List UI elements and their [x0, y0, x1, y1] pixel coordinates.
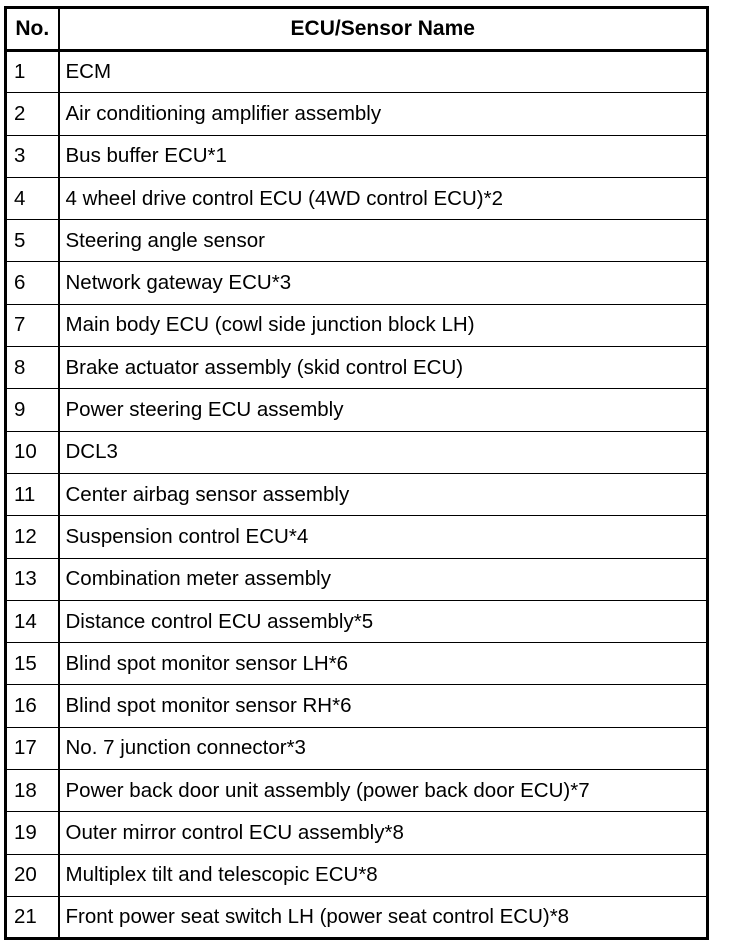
row-number: 3 [6, 135, 59, 177]
header-ecu-sensor-name: ECU/Sensor Name [59, 8, 708, 51]
table-row [6, 262, 708, 304]
row-number: 8 [6, 347, 59, 389]
table-row [6, 347, 708, 389]
row-number: 14 [6, 600, 59, 642]
table-row [6, 558, 708, 600]
row-number: 13 [6, 558, 59, 600]
ecu-sensor-name: Blind spot monitor sensor RH*6 [59, 685, 708, 727]
ecu-sensor-name: DCL3 [59, 431, 708, 473]
row-number: 11 [6, 473, 59, 515]
table-row [6, 854, 708, 896]
ecu-sensor-name: Network gateway ECU*3 [59, 262, 708, 304]
ecu-sensor-name: 4 wheel drive control ECU (4WD control ECU)*2 [59, 177, 708, 219]
table-row [6, 685, 708, 727]
row-number: 17 [6, 727, 59, 769]
ecu-sensor-name: Power back door unit assembly (power back door ECU)*7 [59, 770, 708, 812]
table-row [6, 516, 708, 558]
table-body [6, 51, 708, 939]
ecu-sensor-name: No. 7 junction connector*3 [59, 727, 708, 769]
row-number: 16 [6, 685, 59, 727]
ecu-sensor-name: Main body ECU (cowl side junction block LH) [59, 304, 708, 346]
ecu-sensor-name: Air conditioning amplifier assembly [59, 93, 708, 135]
row-number: 6 [6, 262, 59, 304]
ecu-sensor-name: Outer mirror control ECU assembly*8 [59, 812, 708, 854]
ecu-sensor-name: Brake actuator assembly (skid control ECU) [59, 347, 708, 389]
ecu-sensor-name: Power steering ECU assembly [59, 389, 708, 431]
row-number: 20 [6, 854, 59, 896]
row-number: 12 [6, 516, 59, 558]
table-row [6, 600, 708, 642]
ecu-sensor-name: Center airbag sensor assembly [59, 473, 708, 515]
ecu-sensor-name: Distance control ECU assembly*5 [59, 600, 708, 642]
ecu-sensor-name: Steering angle sensor [59, 220, 708, 262]
ecu-sensor-name: ECM [59, 51, 708, 93]
row-number: 21 [6, 896, 59, 938]
ecu-sensor-name: Blind spot monitor sensor LH*6 [59, 643, 708, 685]
row-number: 10 [6, 431, 59, 473]
ecu-sensor-name: Suspension control ECU*4 [59, 516, 708, 558]
table-row [6, 135, 708, 177]
header-no: No. [6, 8, 59, 51]
table-row [6, 727, 708, 769]
row-number: 4 [6, 177, 59, 219]
row-number: 2 [6, 93, 59, 135]
table-row [6, 220, 708, 262]
row-number: 19 [6, 812, 59, 854]
table-row [6, 304, 708, 346]
ecu-sensor-name: Bus buffer ECU*1 [59, 135, 708, 177]
table-row [6, 643, 708, 685]
ecu-sensor-table [4, 6, 709, 940]
table-row [6, 51, 708, 93]
row-number: 7 [6, 304, 59, 346]
ecu-sensor-name: Combination meter assembly [59, 558, 708, 600]
ecu-sensor-name: Front power seat switch LH (power seat control ECU)*8 [59, 896, 708, 938]
table-row [6, 896, 708, 938]
table-row [6, 177, 708, 219]
row-number: 5 [6, 220, 59, 262]
row-number: 18 [6, 770, 59, 812]
row-number: 1 [6, 51, 59, 93]
header-row [6, 8, 708, 51]
table-row [6, 473, 708, 515]
table-row [6, 389, 708, 431]
row-number: 15 [6, 643, 59, 685]
table-row [6, 93, 708, 135]
table-row [6, 431, 708, 473]
table-row [6, 812, 708, 854]
table-row [6, 770, 708, 812]
row-number: 9 [6, 389, 59, 431]
ecu-sensor-name: Multiplex tilt and telescopic ECU*8 [59, 854, 708, 896]
